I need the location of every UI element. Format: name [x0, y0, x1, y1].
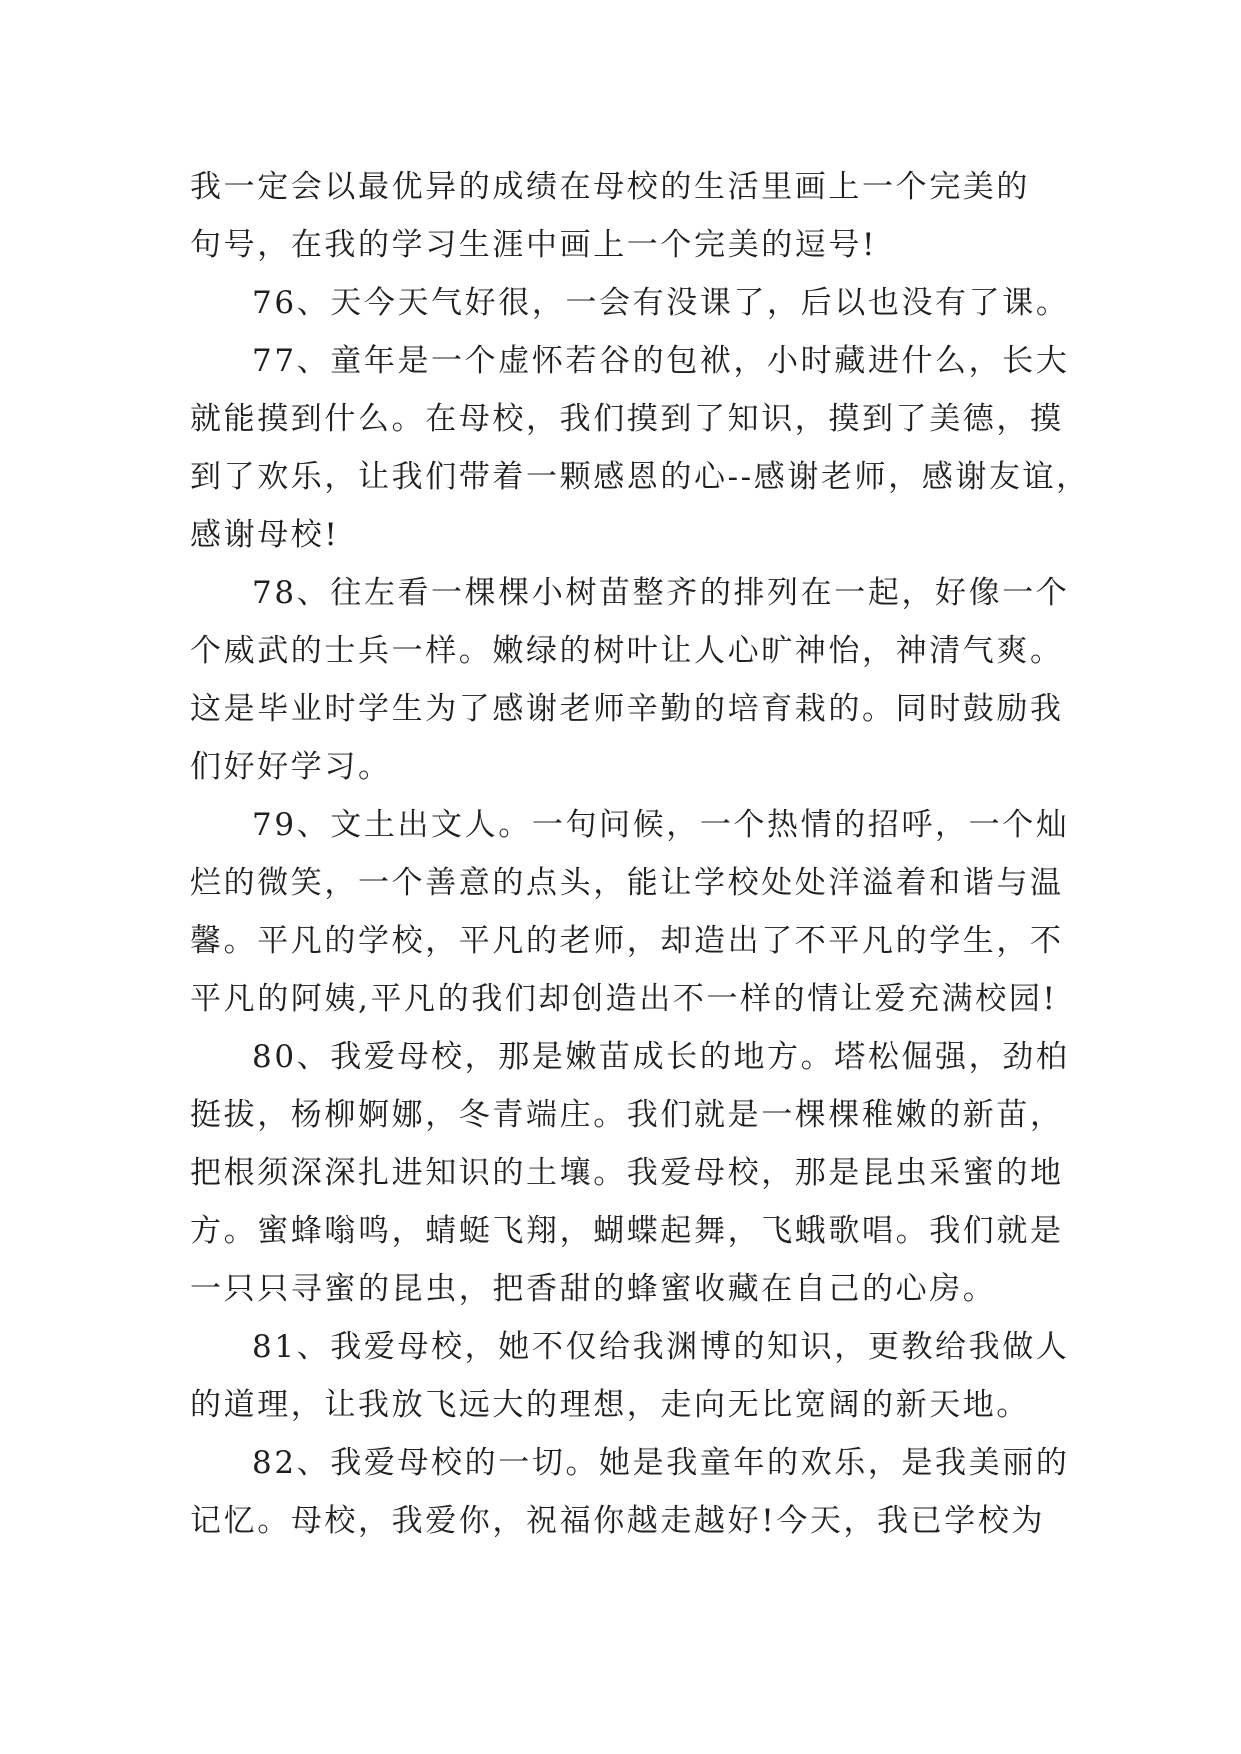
paragraph-81-line: 81、我爱母校，她不仅给我渊博的知识，更教给我做人: [252, 1329, 1070, 1365]
text-line: 们好好学习。: [190, 749, 392, 785]
text-line: 到了欢乐，让我们带着一颗感恩的心--感谢老师，感谢友谊，: [190, 459, 1090, 495]
text-line: 感谢母校!: [190, 517, 340, 553]
text-line: 就能摸到什么。在母校，我们摸到了知识，摸到了美德，摸: [190, 401, 1064, 437]
text-line: 的道理，让我放飞远大的理想，走向无比宽阔的新天地。: [190, 1387, 1030, 1423]
text-line: 记忆。母校，我爱你，祝福你越走越好!今天，我已学校为: [190, 1503, 1046, 1539]
paragraph-79-line: 79、文土出文人。一句问候，一个热情的招呼，一个灿: [252, 807, 1070, 843]
text-line: 一只只寻蜜的昆虫，把香甜的蜂蜜收藏在自己的心房。: [190, 1271, 997, 1307]
text-line: 句号，在我的学习生涯中画上一个完美的逗号!: [190, 227, 878, 263]
paragraph-76-line: 76、天今天气好很，一会有没课了，后以也没有了课。: [252, 285, 1070, 321]
text-line: 把根须深深扎进知识的土壤。我爱母校，那是昆虫采蜜的地: [190, 1155, 1064, 1191]
text-line: 挺拔，杨柳婀娜，冬青端庄。我们就是一棵棵稚嫩的新苗，: [190, 1097, 1064, 1133]
document-body: [190, 158, 1090, 1550]
text-line: 我一定会以最优异的成绩在母校的生活里画上一个完美的: [190, 169, 1030, 205]
paragraph-77-line: 77、童年是一个虚怀若谷的包袱，小时藏进什么，长大: [252, 343, 1070, 379]
text-line: 个威武的士兵一样。嫩绿的树叶让人心旷神怡，神清气爽。: [190, 633, 1064, 669]
paragraph-80-line: 80、我爱母校，那是嫩苗成长的地方。塔松倔强，劲柏: [252, 1039, 1070, 1075]
paragraph-78-line: 78、往左看一棵棵小树苗整齐的排列在一起，好像一个: [252, 575, 1070, 611]
text-line: 烂的微笑，一个善意的点头，能让学校处处洋溢着和谐与温: [190, 865, 1064, 901]
text-line: 方。蜜蜂嗡鸣，蜻蜓飞翔，蝴蝶起舞，飞蛾歌唱。我们就是: [190, 1213, 1064, 1249]
text-line: 平凡的阿姨,平凡的我们却创造出不一样的情让爱充满校园!: [190, 981, 1058, 1017]
paragraph-82-line: 82、我爱母校的一切。她是我童年的欢乐，是我美丽的: [252, 1445, 1070, 1481]
text-line: 馨。平凡的学校，平凡的老师，却造出了不平凡的学生，不: [190, 923, 1064, 959]
text-line: 这是毕业时学生为了感谢老师辛勤的培育栽的。同时鼓励我: [190, 691, 1064, 727]
